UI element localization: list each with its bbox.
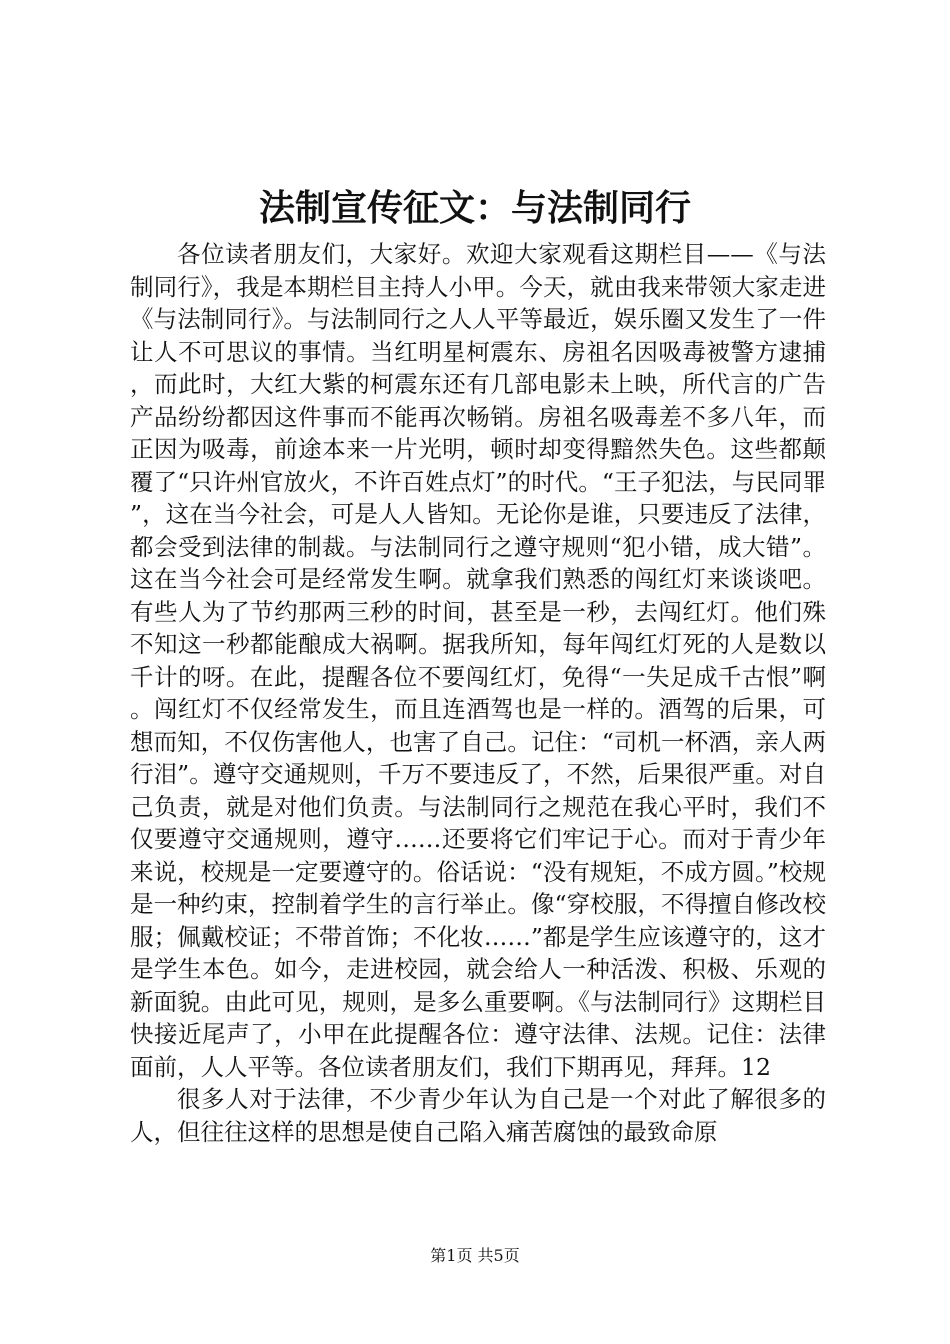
paragraph-1: 各位读者朋友们，大家好。欢迎大家观看这期栏目——《与法制同行》，我是本期栏目主持人小甲。今天，就由我来带领大家走进《与法制同行》。与法制同行之人人平等最近，娱乐圈又发生了一件让人不可思议的事情。当红明星柯震东、房祖名因吸毒被警方逮捕，而此时，大红大紫的柯震东还有几部电影未上映，所代言的广告产品纷纷都因这件事而不能再次畅销。房祖名吸毒差不多八年，而正因为吸毒，前途本来一片光明，顿时却变得黯然失色。这些都颠覆了“只许州官放火，不许百姓点灯”的时代。“王子犯法，与民同罪”，这在当今社会，可是人人皆知。无论你是谁，只要违反了法律，都会受到法律的制裁。与法制同行之遵守规则“犯小错，成大错”。这在当今社会可是经常发生啊。就拿我们熟悉的闯红灯来谈谈吧。有些人为了节约那两三秒的时间，甚至是一秒，去闯红灯。他们殊不知这一秒都能酿成大祸啊。据我所知，每年闯红灯死的人是数以千计的呀。在此，提醒各位不要闯红灯，免得“一失足成千古恨”啊。闯红灯不仅经常发生，而且连酒驾也是一样的。酒驾的后果，可想而知，不仅伤害他人，也害了自己。记住：“司机一杯酒，亲人两行泪”。遵守交通规则，千万不要违反了，不然，后果很严重。对自己负责，就是对他们负责。与法制同行之规范在我心平时，我们不仅要遵守交通规则，遵守……还要将它们牢记于心。而对于青少年来说，校规是一定要遵守的。俗话说：“没有规矩，不成方圆。”校规是一种约束，控制着学生的言行举止。像“穿校服，不得擅自修改校服；佩戴校证；不带首饰；不化妆……”都是学生应该遵守的，这才是学生本色。如今，走进校园，就会给人一种活泼、积极、乐观的新面貌。由此可见，规则，是多么重要啊。《与法制同行》这期栏目快接近尾声了，小甲在此提醒各位：遵守法律、法规。记住：法律面前，人人平等。各位读者朋友们，我们下期再见，拜拜。12 [130,240,826,1081]
page-footer: 第1页 共5页 [430,1246,520,1265]
document-title: 法制宣传征文：与法制同行 [258,187,691,229]
paragraph-2: 很多人对于法律，不少青少年认为自己是一个对此了解很多的人，但往往这样的思想是使自己陷入痛苦腐蚀的最致命原 [130,1085,826,1146]
document-body [130,238,826,1148]
